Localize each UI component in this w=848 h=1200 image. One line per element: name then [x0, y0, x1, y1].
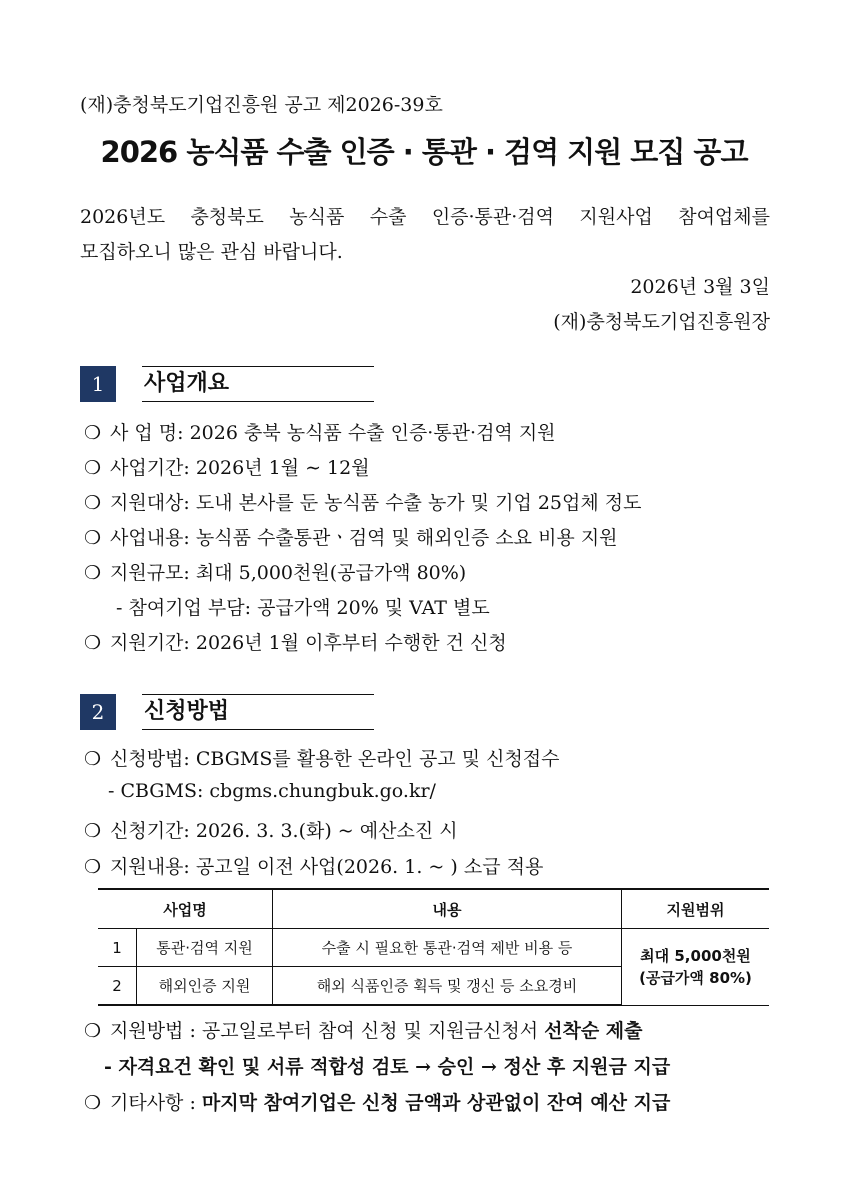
- range-line-2: (공급가액 80%): [639, 968, 752, 987]
- list-item: ❍ 신청기간: 2026. 3. 3.(화) ~ 예산소진 시: [84, 820, 458, 842]
- sub-item: - 참여기업 부담: 공급가액 20% 및 VAT 별도: [116, 597, 490, 619]
- circle-bullet-icon: ❍: [84, 492, 102, 514]
- section-number: 1: [80, 366, 116, 402]
- section-title: 신청방법: [142, 694, 374, 730]
- section-1-heading: [80, 366, 372, 402]
- list-item-method: ❍ 지원방법 : 공고일로부터 참여 신청 및 지원금신청서 선착순 제출: [84, 1020, 643, 1042]
- notice-date: 2026년 3월 3일: [630, 276, 770, 298]
- list-item: ❍ 신청방법: CBGMS를 활용한 온라인 공고 및 신청접수: [84, 748, 560, 770]
- circle-bullet-icon: ❍: [84, 748, 102, 770]
- header-support-range: 지원범위: [622, 889, 770, 929]
- row-number: 1: [98, 929, 137, 967]
- intro-line-1: 2026년도 충청북도 농식품 수출 인증·통관·검역 지원사업 참여업체를: [80, 206, 770, 228]
- list-item: ❍ 사 업 명: 2026 충북 농식품 수출 인증·통관·검역 지원: [84, 422, 556, 444]
- circle-bullet-icon: ❍: [84, 527, 102, 549]
- row-content: 해외 식품인증 획득 및 갱신 등 소요경비: [273, 967, 622, 1006]
- header-business-name: 사업명: [98, 889, 273, 929]
- circle-bullet-icon: ❍: [84, 562, 102, 584]
- circle-bullet-icon: ❍: [84, 632, 102, 654]
- list-item: ❍ 지원대상: 도내 본사를 둔 농식품 수출 농가 및 기업 25업체 정도: [84, 492, 642, 514]
- row-number: 2: [98, 967, 137, 1006]
- table-row: [98, 929, 769, 967]
- etc-emphasis: 마지막 참여기업은 신청 금액과 상관없이 잔여 예산 지급: [201, 1092, 671, 1114]
- support-range-cell: [622, 929, 770, 1006]
- range-line-1: 최대 5,000천원: [640, 946, 751, 965]
- circle-bullet-icon: ❍: [84, 856, 102, 878]
- circle-bullet-icon: ❍: [84, 820, 102, 842]
- intro-paragraph: [80, 200, 770, 270]
- sub-item: - CBGMS: cbgms.chungbuk.go.kr/: [108, 780, 436, 802]
- section-title: 사업개요: [142, 366, 374, 402]
- notice-number: (재)충청북도기업진흥원 공고 제2026-39호: [80, 94, 443, 116]
- table-header-row: [98, 889, 769, 929]
- circle-bullet-icon: ❍: [84, 457, 102, 479]
- circle-bullet-icon: ❍: [84, 422, 102, 444]
- page-title: 2026 농식품 수출 인증 · 통관 · 검역 지원 모집 공고: [100, 135, 748, 169]
- header-content: 내용: [273, 889, 622, 929]
- list-item: ❍ 지원내용: 공고일 이전 사업(2026. 1. ~ ) 소급 적용: [84, 856, 544, 878]
- row-name: 해외인증 지원: [137, 967, 273, 1006]
- list-item: ❍ 사업기간: 2026년 1월 ∼ 12월: [84, 457, 370, 479]
- circle-bullet-icon: ❍: [84, 1092, 102, 1114]
- intro-line-2: 모집하오니 많은 관심 바랍니다.: [80, 241, 343, 263]
- row-name: 통관·검역 지원: [137, 929, 273, 967]
- method-emphasis: 선착순 제출: [544, 1020, 643, 1042]
- list-item: ❍ 지원기간: 2026년 1월 이후부터 수행한 건 신청: [84, 632, 507, 654]
- section-2-heading: [80, 694, 372, 730]
- list-item: ❍ 사업내용: 농식품 수출통관ㆍ검역 및 해외인증 소요 비용 지원: [84, 527, 618, 549]
- issuer: (재)충청북도기업진흥원장: [553, 311, 770, 333]
- row-content: 수출 시 필요한 통관·검역 제반 비용 등: [273, 929, 622, 967]
- support-table: [98, 888, 769, 1006]
- list-item-etc: ❍ 기타사항 : 마지막 참여기업은 신청 금액과 상관없이 잔여 예산 지급: [84, 1092, 671, 1114]
- circle-bullet-icon: ❍: [84, 1020, 102, 1042]
- process-steps: - 자격요건 확인 및 서류 적합성 검토 → 승인 → 정산 후 지원금 지급: [104, 1056, 671, 1078]
- list-item: ❍ 지원규모: 최대 5,000천원(공급가액 80%): [84, 562, 467, 584]
- section-number: 2: [80, 694, 116, 730]
